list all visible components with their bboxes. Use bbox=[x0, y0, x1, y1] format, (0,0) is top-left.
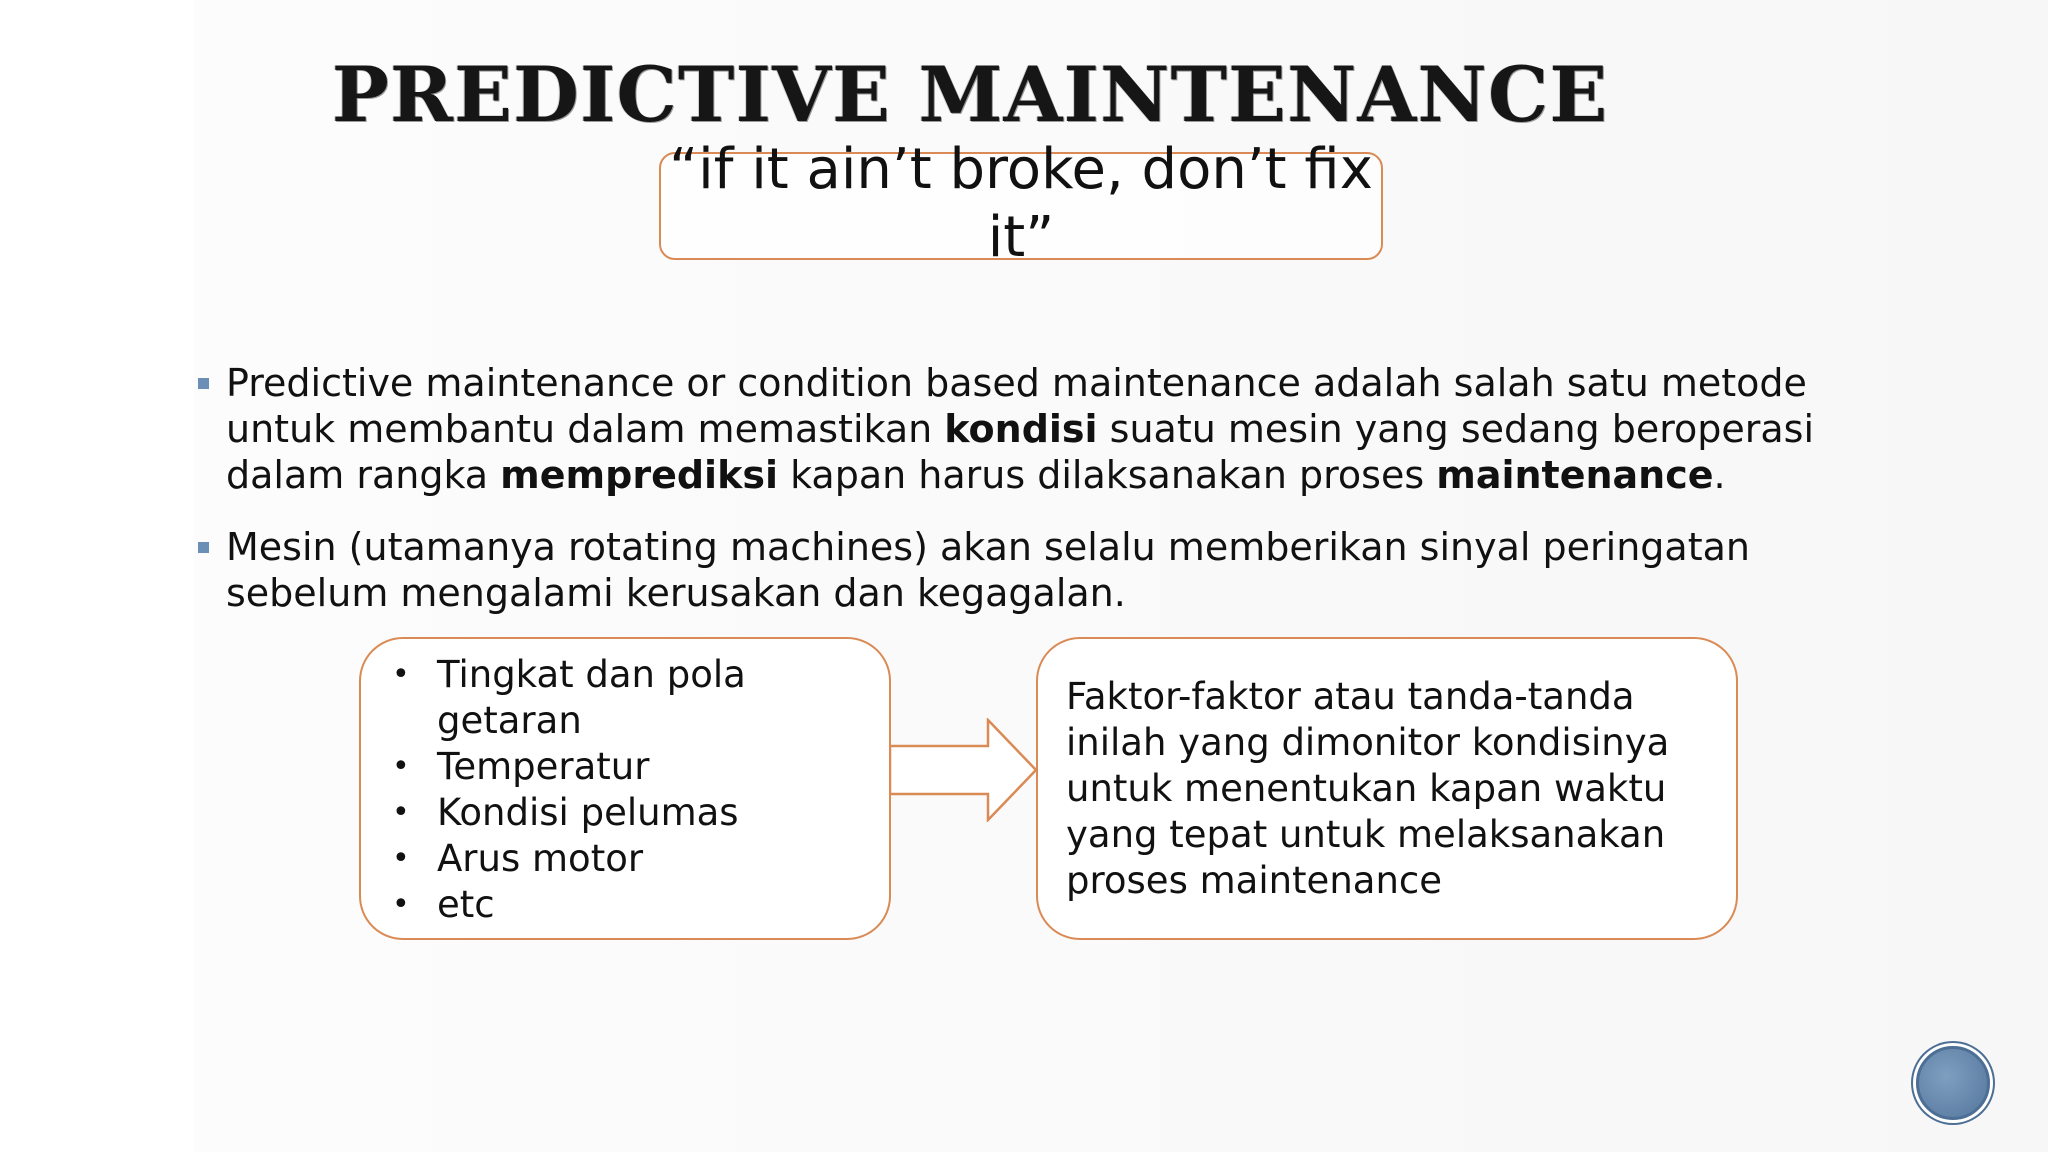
factor-label: etc bbox=[437, 883, 495, 926]
slide-nav-circle-icon[interactable] bbox=[1916, 1046, 1990, 1120]
bullet-text: kapan harus dilaksanakan proses bbox=[778, 453, 1437, 497]
bold-term-maintenance: maintenance bbox=[1436, 453, 1714, 497]
bold-term-kondisi: kondisi bbox=[944, 407, 1098, 451]
bullet-dot-icon: • bbox=[392, 795, 410, 830]
bold-term-memprediksi: memprediksi bbox=[500, 453, 778, 497]
factor-item bbox=[380, 836, 857, 882]
bullet-text: Predictive maintenance or condition based maintenance adalah salah satu metode untuk membantu dalam memastikan bbox=[226, 361, 1807, 451]
bullet-item-warning-signals bbox=[194, 524, 1834, 616]
bullet-dot-icon: • bbox=[392, 841, 410, 876]
bullet-dot-icon: • bbox=[392, 657, 410, 692]
square-bullet-icon bbox=[198, 378, 209, 389]
bullet-dot-icon: • bbox=[392, 887, 410, 922]
factor-label: Temperatur bbox=[437, 745, 650, 788]
factor-label: Arus motor bbox=[437, 837, 644, 880]
factor-item bbox=[380, 652, 857, 744]
slide-title: PREDICTIVE MAINTENANCE bbox=[331, 50, 1609, 139]
factor-item bbox=[380, 744, 857, 790]
bullet-text: Mesin (utamanya rotating machines) akan selalu memberikan sinyal peringatan sebelum mengalami kerusakan dan kegagalan. bbox=[226, 525, 1750, 615]
bullet-item-definition bbox=[194, 360, 1834, 498]
bullet-list bbox=[194, 360, 1834, 642]
bullet-text: suatu mesin yang sedang beroperasi dalam rangka bbox=[226, 407, 1815, 497]
quote-text: “if it ain’t broke, don’t fix it” bbox=[669, 137, 1373, 270]
factors-list bbox=[380, 652, 857, 928]
description-text: Faktor-faktor atau tanda-tanda inilah yang dimonitor kondisinya untuk menentukan kapan waktu yang tepat untuk melaksanakan proses maintenance bbox=[1066, 675, 1670, 902]
factor-item bbox=[380, 882, 857, 928]
square-bullet-icon bbox=[198, 542, 209, 553]
bullet-text: . bbox=[1713, 453, 1726, 497]
factor-label: Tingkat dan pola getaran bbox=[437, 653, 746, 742]
bullet-dot-icon: • bbox=[392, 749, 410, 784]
factor-label: Kondisi pelumas bbox=[437, 791, 739, 834]
right-block-arrow-icon bbox=[890, 718, 1038, 822]
factor-item bbox=[380, 790, 857, 836]
